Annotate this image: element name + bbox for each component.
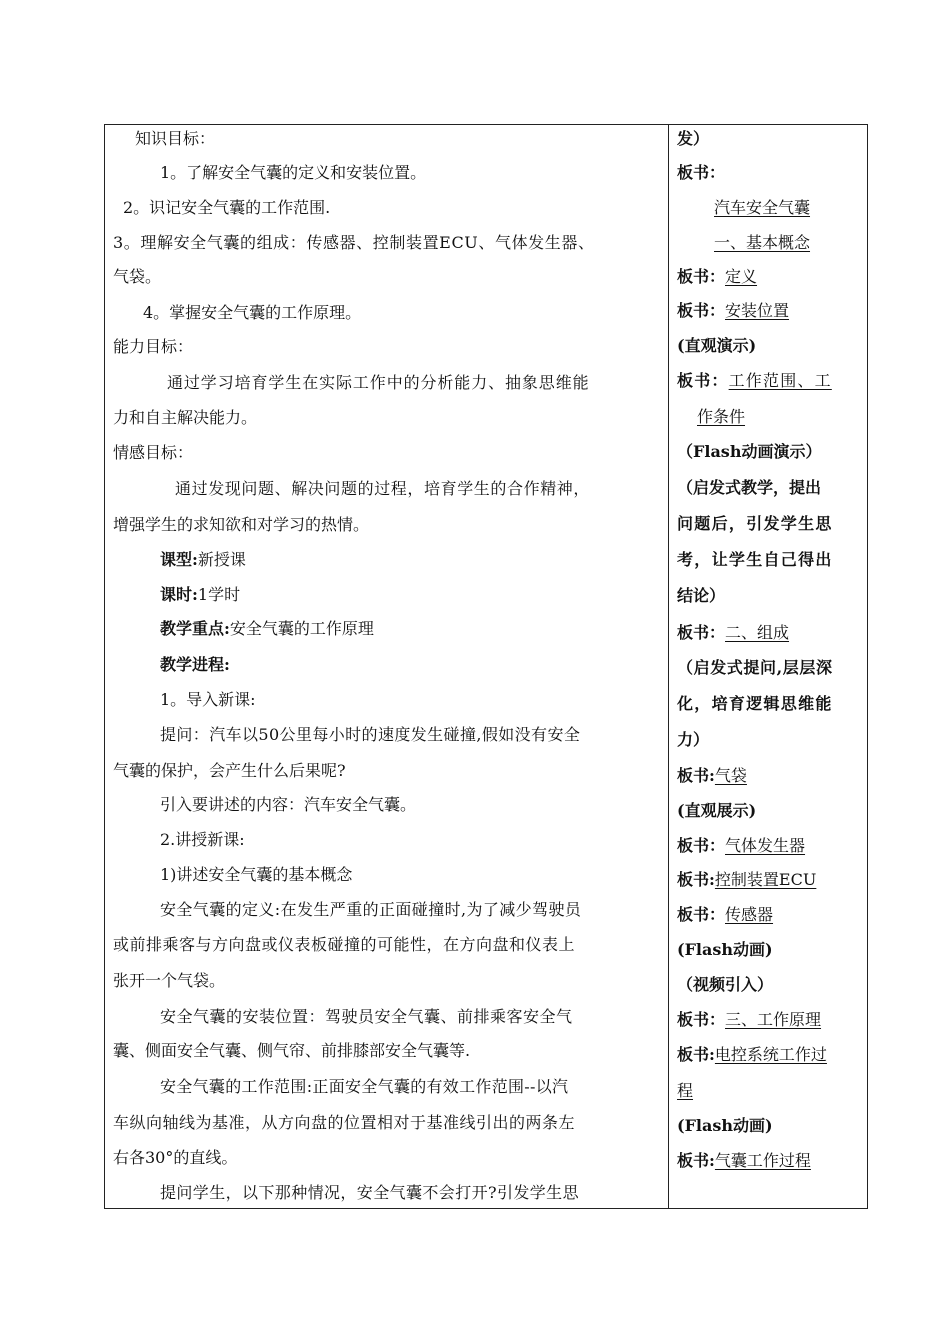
emotion-goals-title: 情感目标：	[113, 443, 194, 462]
knowledge-goal-3-line1: 3。理解安全气囊的组成：传感器、控制装置ECU、气体发生器、	[113, 233, 595, 252]
board-value: 二、组成	[725, 623, 790, 642]
note-heuristic-line2: 问题后，引发学生思	[677, 514, 833, 533]
note-video-intro: （视频引入）	[677, 975, 774, 994]
board-section-1: 一、基本概念	[714, 233, 811, 252]
board-label: 板书：	[677, 301, 726, 320]
note-heuristic-line1	[677, 478, 861, 498]
course-type-label: 课型:	[160, 550, 198, 569]
board-working-principle	[677, 1010, 821, 1030]
board-label: 板书:	[677, 766, 715, 785]
knowledge-goal-3-line2: 气袋。	[113, 267, 162, 286]
board-label: 板书：	[677, 267, 726, 286]
lesson-plan-table	[104, 124, 868, 1209]
board-value: 定义	[725, 267, 758, 286]
board-value: 气袋	[714, 766, 747, 785]
board-ecu	[677, 870, 816, 890]
board-value: 电控系统工作过	[714, 1045, 827, 1064]
intro-question-line2: 气囊的保护，会产生什么后果呢?	[113, 761, 346, 780]
teaching-focus	[160, 619, 374, 639]
board-label: 板书:	[677, 1045, 715, 1064]
board-install-position	[677, 301, 789, 321]
intro-question-line1: 提问：汽车以50公里每小时的速度发生碰撞,假如没有安全	[160, 725, 581, 744]
board-value: 传感器	[725, 905, 774, 924]
note-flash-animation-2: (Flash动画)	[677, 1116, 773, 1135]
board-work-range-cont: 作条件	[697, 407, 746, 426]
board-value: 三、工作原理	[725, 1010, 822, 1029]
course-hours-value: 1学时	[197, 585, 241, 604]
knowledge-goal-2: 2。识记安全气囊的工作范围.	[123, 198, 331, 217]
board-airbag-process	[677, 1151, 811, 1171]
board-label: 板书：	[677, 371, 729, 390]
range-line3: 右各30°的直线。	[113, 1148, 238, 1167]
position-line1: 安全气囊的安装位置：驾驶员安全气囊、前排乘客安全气	[160, 1007, 573, 1026]
board-value: 气体发生器	[725, 836, 806, 855]
board-definition	[677, 267, 757, 287]
board-value: 控制装置ECU	[714, 870, 817, 889]
column-divider	[668, 125, 669, 1208]
note-layered-line3: 力）	[677, 730, 710, 749]
board-label: 板书：	[677, 623, 726, 642]
board-label: 板书:	[677, 870, 715, 889]
note-heuristic-line4: 结论）	[677, 586, 726, 605]
knowledge-goals-title: 知识目标：	[135, 129, 216, 148]
board-label-1: 板书：	[677, 163, 726, 182]
board-sensor	[677, 905, 773, 925]
board-gas-generator	[677, 836, 805, 856]
board-work-range	[677, 371, 832, 391]
emotion-goal-line1: 通过发现问题、解决问题的过程，培育学生的合作精神，	[175, 479, 591, 498]
board-control-system	[677, 1045, 827, 1065]
emotion-goal-line2: 增强学生的求知欲和对学习的热情。	[113, 515, 370, 534]
note-continuation: 发）	[677, 129, 710, 148]
note-flash-demo: （Flash动画演示）	[677, 442, 822, 461]
board-title: 汽车安全气囊	[714, 198, 811, 217]
intro-topic: 引入要讲述的内容：汽车安全气囊。	[160, 795, 417, 814]
teaching-focus-value: 安全气囊的工作原理	[229, 619, 374, 638]
process-step-2: 2.讲授新课:	[160, 830, 245, 849]
knowledge-goal-1: 1。了解安全气囊的定义和安装位置。	[160, 163, 427, 182]
note-text: （启发式教学，提出	[677, 478, 822, 497]
range-line2: 车纵向轴线为基准，从方向盘的位置相对于基准线引出的两条左	[113, 1113, 576, 1132]
ability-goals-title: 能力目标：	[113, 337, 194, 356]
note-flash-animation-1: (Flash动画)	[677, 940, 773, 959]
process-step-1: 1。导入新课:	[160, 690, 256, 709]
board-label: 板书:	[677, 1151, 715, 1170]
student-question-line: 提问学生，以下那种情况，安全气囊不会打开?引发学生思	[160, 1183, 579, 1202]
note-visual-demo: (直观演示)	[677, 336, 757, 355]
note-layered-line2: 化，培育逻辑思维能	[677, 694, 833, 713]
definition-line3: 张开一个气袋。	[113, 971, 226, 990]
board-value: 气囊工作过程	[714, 1151, 811, 1170]
ability-goal-line1: 通过学习培育学生在实际工作中的分析能力、抽象思维能	[167, 373, 590, 392]
knowledge-goal-4: 4。掌握安全气囊的工作原理。	[143, 303, 362, 322]
board-airbag	[677, 766, 747, 786]
definition-line2: 或前排乘客与方向盘或仪表板碰撞的可能性，在方向盘和仪表上	[113, 935, 576, 954]
position-line2: 囊、侧面安全气囊、侧气帘、前排膝部安全气囊等.	[113, 1041, 471, 1060]
board-value: 安装位置	[725, 301, 790, 320]
course-type-value: 新授课	[197, 550, 246, 569]
note-visual-show: (直观展示)	[677, 801, 757, 820]
board-label: 板书：	[677, 836, 726, 855]
board-composition	[677, 623, 789, 643]
board-value: 工作范围、工	[728, 371, 832, 390]
board-label: 板书：	[677, 905, 726, 924]
range-line1: 安全气囊的工作范围:正面安全气囊的有效工作范围--以汽	[160, 1077, 569, 1096]
note-heuristic-line3: 考，让学生自己得出	[677, 550, 833, 569]
teaching-focus-label: 教学重点:	[160, 619, 230, 638]
course-type	[160, 550, 246, 570]
board-label: 板书：	[677, 1010, 726, 1029]
course-hours	[160, 585, 240, 605]
board-control-system-cont: 程	[677, 1081, 694, 1100]
process-step-2-1: 1)讲述安全气囊的基本概念	[160, 865, 353, 884]
course-hours-label: 课时:	[160, 585, 198, 604]
definition-line1: 安全气囊的定义:在发生严重的正面碰撞时,为了减少驾驶员	[160, 900, 582, 919]
ability-goal-line2: 力和自主解决能力。	[113, 408, 258, 427]
teaching-process-label: 教学进程:	[160, 655, 230, 674]
note-layered-line1: （启发式提问,层层深	[677, 658, 833, 677]
